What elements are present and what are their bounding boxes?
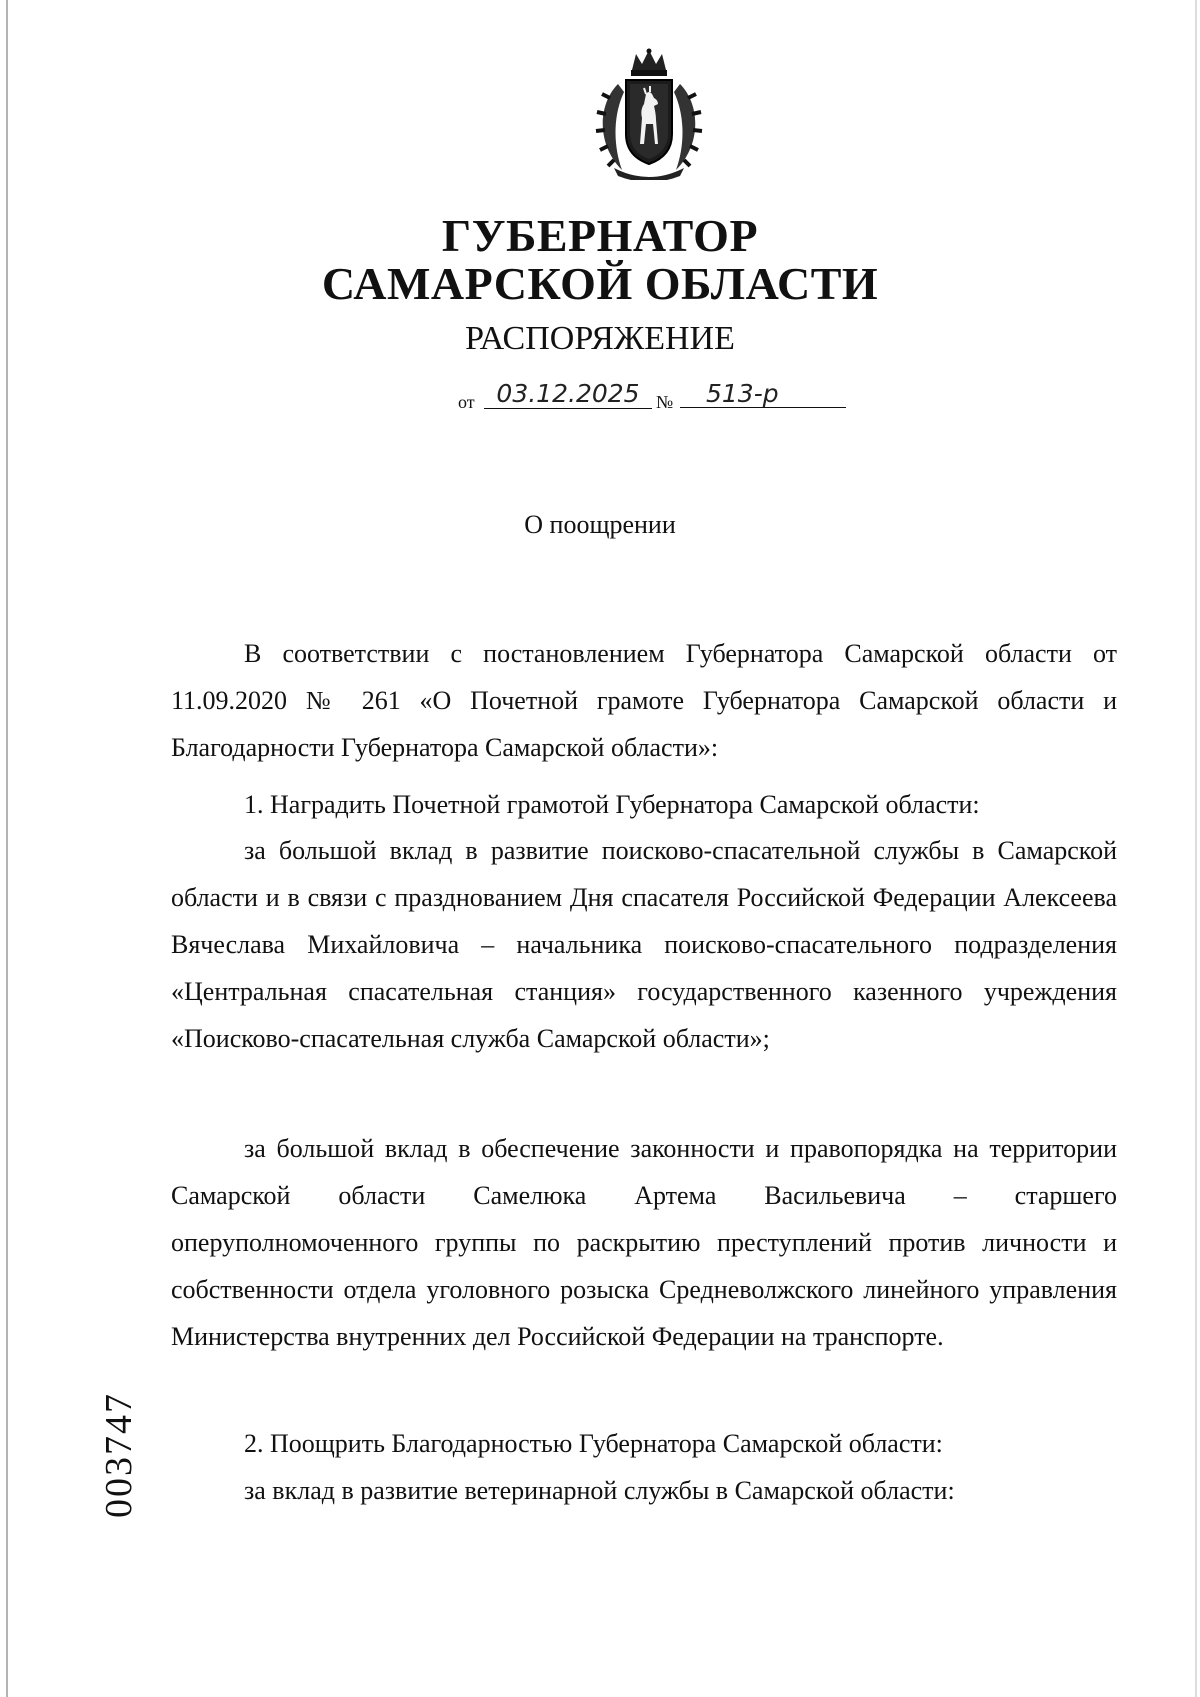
body-paragraph: за вклад в развитие ветеринарной службы в Самарской области: — [244, 1476, 955, 1505]
date-prefix: от — [458, 392, 475, 412]
body-paragraph: за большой вклад в обеспечение законности и правопорядка на территории Самарской области Самелюка Артема Васильевича – старшего оперуполномоченного группы по раскрытию преступлений против личности и собственности отдела уголовного розыска Средневолжского линейного управления Министерства внутренних дел Российской Федерации на транспорте. — [171, 1134, 1117, 1351]
coat-of-arms-icon — [588, 48, 710, 180]
body-paragraph: за большой вклад в развитие поисково-спасательной службы в Самарской области и в связи с празднованием Дня спасателя Российской Федерации Алексеева Вячеслава Михайловича – начальника поисково-спасательного подразделения «Центральная спасательная станция» государственного казенного учреждения «Поисково-спасательная служба Самарской области»; — [171, 836, 1117, 1053]
form-serial-number: 003747 — [98, 1392, 140, 1518]
body-paragraph: В соответствии с постановлением Губернатора Самарской области от 11.09.2020 № 261 «О Почетной грамоте Губернатора Самарской области и Благодарности Губернатора Самарской области»: — [171, 639, 1117, 762]
date-number-line — [458, 380, 848, 414]
number-sign: № — [656, 392, 674, 412]
handwritten-number: 513-р — [680, 380, 846, 408]
document-subject: О поощрении — [524, 510, 676, 539]
issuer-title-line1: ГУБЕРНАТОР — [441, 210, 759, 261]
handwritten-date: 03.12.2025 — [484, 380, 652, 409]
issuer-title-line2: САМАРСКОЙ ОБЛАСТИ — [321, 258, 879, 309]
body-paragraph: 2. Поощрить Благодарностью Губернатора Самарской области: — [244, 1429, 943, 1458]
document-type: РАСПОРЯЖЕНИЕ — [465, 320, 735, 357]
body-paragraph: 1. Наградить Почетной грамотой Губернатора Самарской области: — [244, 790, 980, 819]
